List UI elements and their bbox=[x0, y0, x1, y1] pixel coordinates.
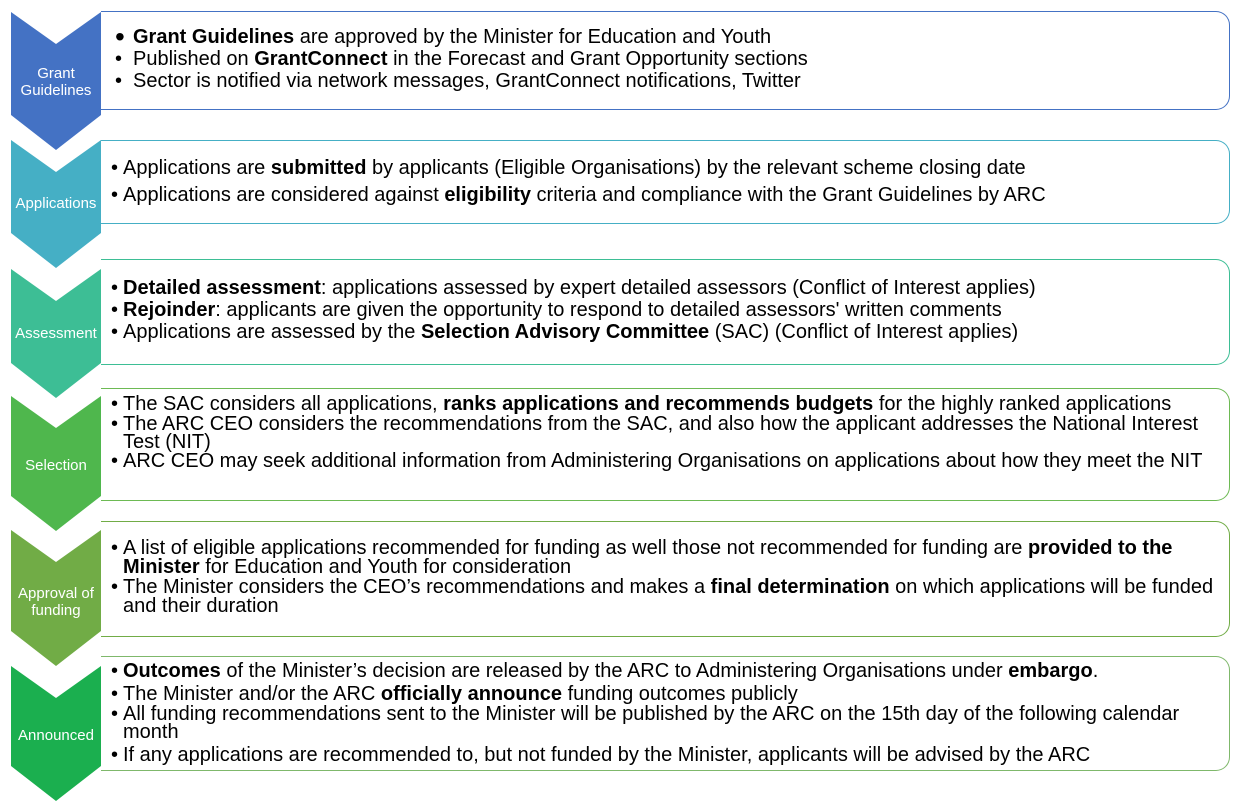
stage-label-announced: Announced bbox=[18, 726, 94, 744]
stage-box-assessment bbox=[101, 259, 1230, 365]
stage-label-approval: Approval of funding bbox=[18, 585, 94, 619]
stage-box-announced bbox=[101, 656, 1230, 771]
bullet-item: • Applications are considered against eligibility criteria and compliance with the Grant Guidelines by ARC bbox=[101, 182, 1229, 209]
stage-box-approval bbox=[101, 521, 1230, 637]
bullet-item: • Detailed assessment: applications assessed by expert detailed assessors (Conflict of Interest applies) bbox=[101, 278, 1229, 298]
bullet-item: • Grant Guidelines are approved by the Minister for Education and Youth bbox=[101, 26, 1229, 48]
bullet-item: • The Minister considers the CEO’s recommendations and makes a final determination on which applications will be funded and their duration bbox=[101, 578, 1229, 616]
bullet-item: • Outcomes of the Minister’s decision are released by the ARC to Administering Organisations under embargo. bbox=[101, 660, 1229, 683]
bullet-item: • Applications are assessed by the Selection Advisory Committee (SAC) (Conflict of Interest applies) bbox=[101, 322, 1229, 342]
stage-label-assessment: Assessment bbox=[15, 324, 97, 342]
bullet-item: • ARC CEO may seek additional information from Administering Organisations on applications about how they meet the NIT bbox=[101, 452, 1229, 470]
bullet-item: • The SAC considers all applications, ranks applications and recommends budgets for the highly ranked applications bbox=[101, 394, 1229, 414]
bullet-item: • Published on GrantConnect in the Forecast and Grant Opportunity sections bbox=[101, 48, 1229, 70]
stage-label-applications: Applications bbox=[15, 194, 97, 212]
stage-box-grant-guidelines bbox=[101, 11, 1230, 110]
flow-chevrons bbox=[0, 0, 110, 811]
bullet-item: • If any applications are recommended to, but not funded by the Minister, applicants will be advised by the ARC bbox=[101, 744, 1229, 766]
bullet-item: • The ARC CEO considers the recommendations from the SAC, and also how the applicant addresses the National Interest Test (NIT) bbox=[101, 415, 1229, 451]
stage-label-selection: Selection bbox=[25, 456, 87, 474]
stage-box-selection bbox=[101, 388, 1230, 501]
bullet-item: • A list of eligible applications recommended for funding as well those not recommended for funding are provided to the Minister for Education and Youth for consideration bbox=[101, 539, 1229, 577]
bullet-item: • Rejoinder: applicants are given the opportunity to respond to detailed assessors' written comments bbox=[101, 300, 1229, 320]
bullet-item: • Sector is notified via network messages, GrantConnect notifications, Twitter bbox=[101, 70, 1229, 92]
bullet-item: • Applications are submitted by applicants (Eligible Organisations) by the relevant scheme closing date bbox=[101, 155, 1229, 182]
stage-label-grant-guidelines: Grant Guidelines bbox=[20, 65, 92, 99]
bullet-item: • The Minister and/or the ARC officially announce funding outcomes publicly bbox=[101, 683, 1229, 705]
stage-box-applications bbox=[101, 140, 1230, 224]
bullet-item: • All funding recommendations sent to the Minister will be published by the ARC on the 15th day of the following calendar month bbox=[101, 705, 1229, 741]
